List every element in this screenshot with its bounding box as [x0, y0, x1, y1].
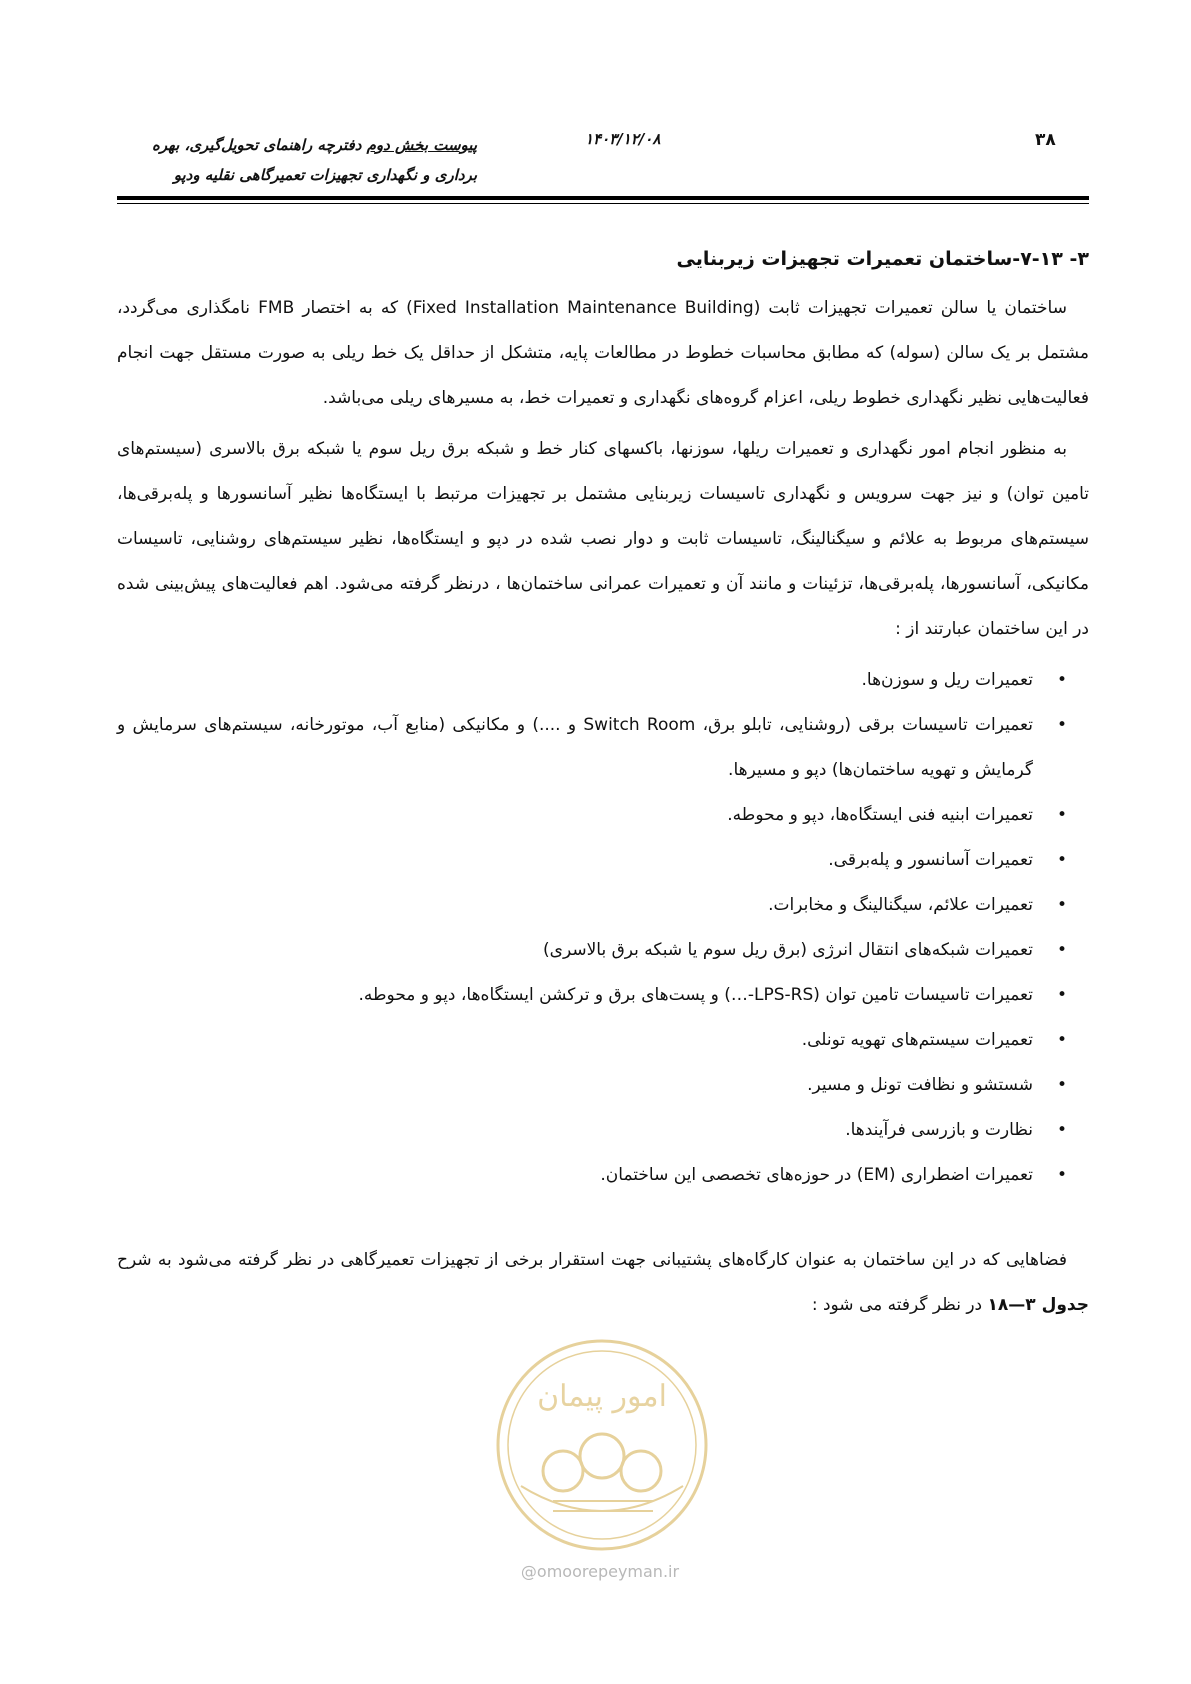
- list-item: • شستشو و نظافت تونل و مسیر.: [117, 1063, 1033, 1108]
- bullet-icon: •: [1056, 895, 1067, 915]
- paragraph-intro: ساختمان یا سالن تعمیرات تجهیزات ثابت (Fixed Installation Maintenance Building) که به اختصار FMB نامگذاری می‌گردد، مشتمل بر یک سالن (سوله) که مطابق محاسبات خطوط در مطالعات پایه، متشکل از حداقل یک خط ریلی به صورت مستقل جهت انجام فعالیت‌هایی نظیر نگهداری خطوط ریلی، اعزام گروه‌های نگهداری و تعمیرات خط، به مسیرهای ریلی می‌باشد.: [117, 298, 1089, 408]
- bullet-icon: •: [1056, 715, 1067, 735]
- list-item: • نظارت و بازرسی فرآیندها.: [117, 1108, 1033, 1153]
- running-header-title: [117, 130, 477, 190]
- list-item: • تعمیرات تاسیسات تامین توان (LPS-RS-…) و پست‌های برق و ترکشن ایستگاه‌ها، دپو و محوطه.: [117, 973, 1033, 1018]
- header-title-underlined: پیوست بخش دوم: [366, 136, 477, 154]
- list-item: • تعمیرات ابنیه فنی ایستگاه‌ها، دپو و محوطه.: [117, 793, 1033, 838]
- watermark-logo: [493, 1336, 711, 1554]
- paragraph-activities: به منظور انجام امور نگهداری و تعمیرات ریلها، سوزنها، باکسهای کنار خط و شبکه برق ریل سوم یا شبکه برق بالاسری (سیستم‌های تامین توان) و نیز جهت سرویس و نگهداری تاسیسات زیربنایی مشتمل بر تجهیزات مرتبط با ایستگاه‌ها نظیر آسانسورها و پله‌برقی‌ها، سیستم‌های مربوط به علائم و سیگنالینگ، تاسیسات ثابت و دوار نصب شده در دپو و ایستگاه‌ها، نظیر سیستم‌های روشنایی، تاسیسات مکانیکی، آسانسورها، پله‌برقی‌ها، تزئینات و مانند آن و تعمیرات عمرانی ساختمان‌ها ، درنظر گرفته می‌شود. اهم فعالیت‌های پیش‌بینی شده در این ساختمان عبارتند از :: [117, 439, 1089, 639]
- paragraph-workshops: فضاهایی که در این ساختمان به عنوان کارگاه‌های پشتیبانی جهت استقرار برخی از تجهیزات تعمیرگاهی در نظر گرفته می‌شود به شرح جدول ۳—۱۸ در نظر گرفته می شود :: [117, 1250, 1089, 1315]
- bullet-icon: •: [1056, 1030, 1067, 1050]
- header-rule-thick: [117, 196, 1089, 200]
- watermark-logo-text: امور پیمان: [537, 1379, 667, 1414]
- bullet-icon: •: [1056, 985, 1067, 1005]
- activities-list: [117, 658, 1089, 1198]
- list-item: • تعمیرات آسانسور و پله‌برقی.: [117, 838, 1033, 883]
- bullet-icon: •: [1056, 1120, 1067, 1140]
- page-body: [117, 244, 1089, 1334]
- header-date: ۱۴۰۳/۱۲/۰۸: [585, 130, 661, 148]
- list-item: • تعمیرات شبکه‌های انتقال انرژی (برق ریل سوم یا شبکه برق بالاسری): [117, 928, 1033, 973]
- bullet-icon: •: [1056, 1165, 1067, 1185]
- list-item: • تعمیرات علائم، سیگنالینگ و مخابرات.: [117, 883, 1033, 928]
- table-reference-link[interactable]: جدول ۳—۱۸: [987, 1295, 1089, 1315]
- bullet-icon: •: [1056, 850, 1067, 870]
- header-rule-thin: [117, 203, 1089, 204]
- bullet-icon: •: [1056, 805, 1067, 825]
- section-heading: ۳- ۷-۱۳-ساختمان تعمیرات تجهیزات زیربنایی: [676, 248, 1089, 270]
- bullet-icon: •: [1056, 1075, 1067, 1095]
- header-title-line1: دفترچه راهنمای تحویل‌گیری، بهره: [152, 136, 367, 154]
- list-item: • تعمیرات سیستم‌های تهویه تونلی.: [117, 1018, 1033, 1063]
- list-item: • تعمیرات تاسیسات برقی (روشنایی، تابلو برق، Switch Room و ....) و مکانیکی (منابع آب، موتورخانه، سیستم‌های سرمایش و گرمایش و تهویه ساختمان‌ها) دپو و مسیرها.: [117, 703, 1033, 793]
- bullet-icon: •: [1056, 940, 1067, 960]
- page-number: ۳۸: [1035, 130, 1056, 150]
- list-item: • تعمیرات ریل و سوزن‌ها.: [117, 658, 1033, 703]
- header-title-line2: برداری و نگهداری تجهیزات تعمیرگاهی نقلیه ودپو: [173, 166, 477, 184]
- watermark-url: @omoorepeyman.ir: [520, 1562, 680, 1581]
- bullet-icon: •: [1056, 670, 1067, 690]
- list-item: • تعمیرات اضطراری (EM) در حوزه‌های تخصصی این ساختمان.: [117, 1153, 1033, 1198]
